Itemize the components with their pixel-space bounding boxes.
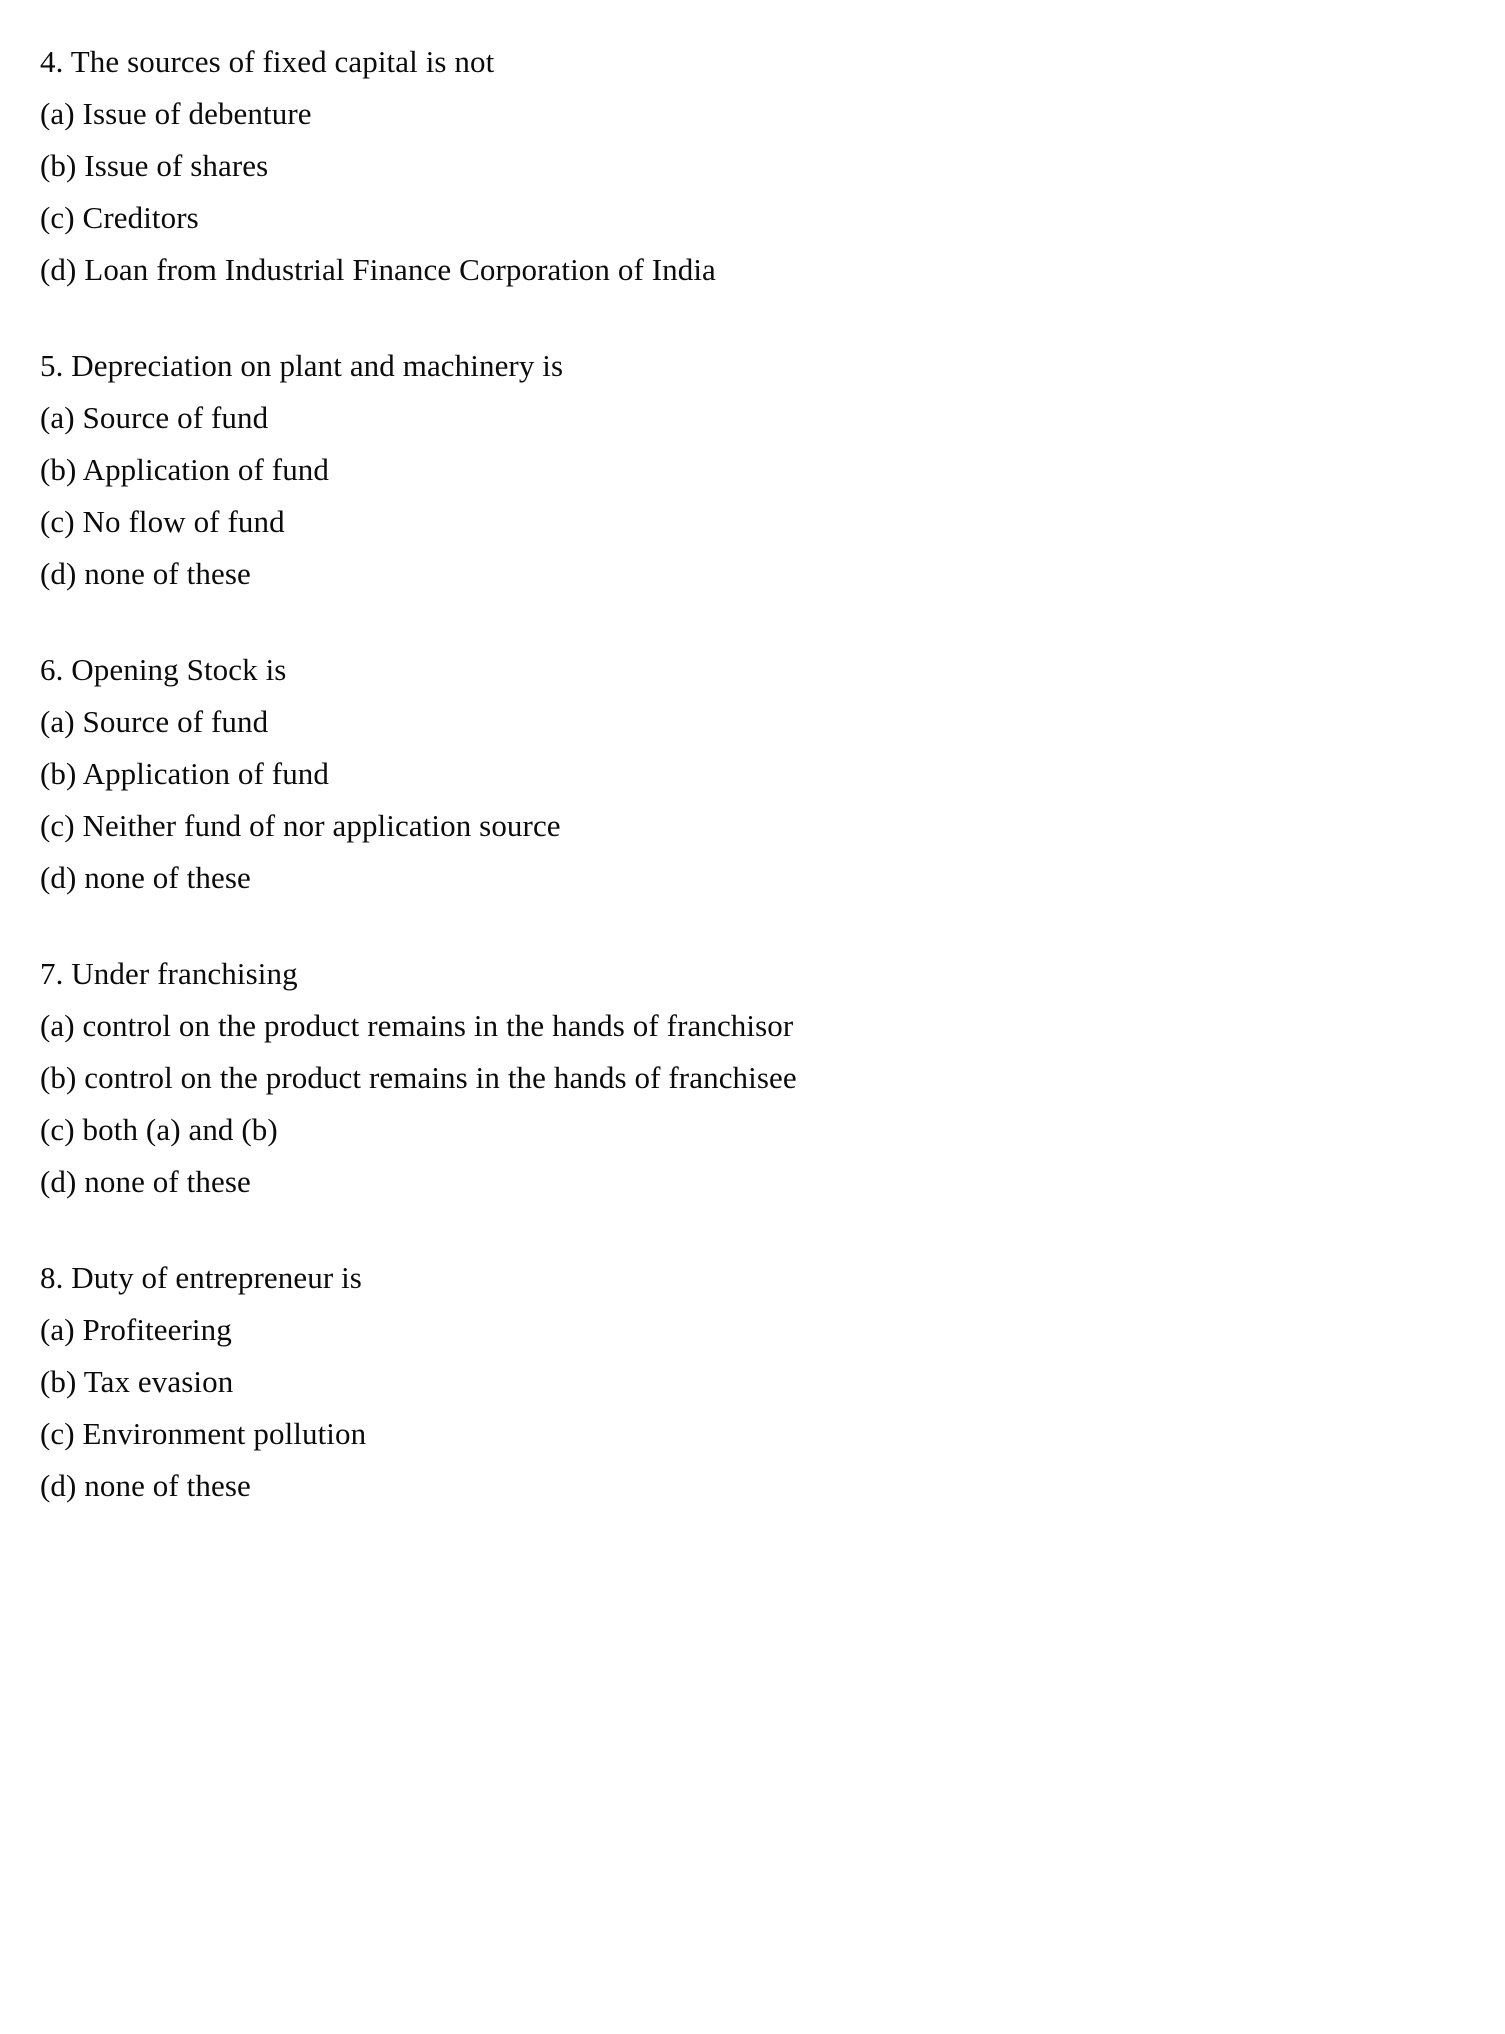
- question-option: (c) Creditors: [40, 200, 199, 235]
- question-option: (b) Issue of shares: [40, 148, 269, 183]
- question-stem: 5. Depreciation on plant and machinery is: [40, 348, 564, 383]
- question-option: (d) none of these: [40, 860, 251, 895]
- question-option: (c) both (a) and (b): [40, 1112, 278, 1147]
- question-option: (d) none of these: [40, 1468, 251, 1503]
- question-stem: 8. Duty of entrepreneur is: [40, 1260, 362, 1295]
- question-option: (d) none of these: [40, 1164, 251, 1199]
- question-block: [40, 948, 1457, 1208]
- question-option: (a) Profiteering: [40, 1312, 232, 1347]
- question-option: (c) Environment pollution: [40, 1416, 367, 1451]
- question-option: (b) Application of fund: [40, 756, 329, 791]
- question-block: [40, 644, 1457, 904]
- question-option: (d) Loan from Industrial Finance Corporation of India: [40, 252, 716, 287]
- question-option: (a) Source of fund: [40, 704, 269, 739]
- question-block: [40, 36, 1457, 296]
- question-option: (a) Source of fund: [40, 400, 269, 435]
- question-block: [40, 340, 1457, 600]
- question-block: [40, 1252, 1457, 1512]
- question-stem: 6. Opening Stock is: [40, 652, 287, 687]
- question-option: (d) none of these: [40, 556, 251, 591]
- question-option: (b) Application of fund: [40, 452, 329, 487]
- question-option: (a) control on the product remains in the hands of franchisor: [40, 1008, 794, 1043]
- question-stem: 4. The sources of fixed capital is not: [40, 44, 495, 79]
- question-option: (b) control on the product remains in the hands of franchisee: [40, 1060, 797, 1095]
- question-option: (b) Tax evasion: [40, 1364, 234, 1399]
- question-option: (c) Neither fund of nor application source: [40, 808, 561, 843]
- question-option: (a) Issue of debenture: [40, 96, 312, 131]
- question-stem: 7. Under franchising: [40, 956, 298, 991]
- question-option: (c) No flow of fund: [40, 504, 285, 539]
